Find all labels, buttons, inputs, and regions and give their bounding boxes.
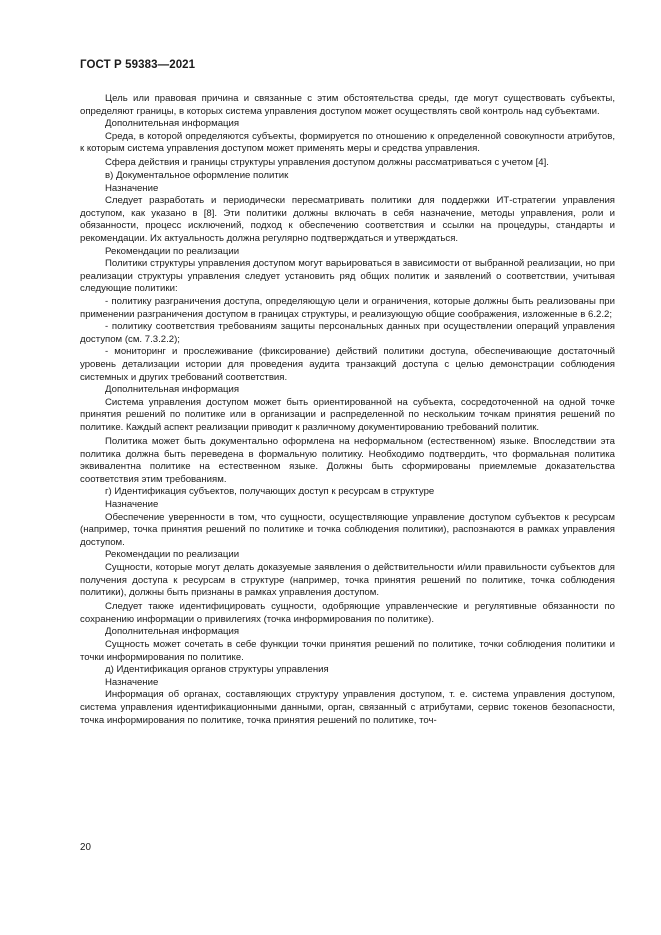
section-label: Дополнительная информация [105, 626, 240, 638]
paragraph: Политика может быть документально оформлена на неформальном (естественном) языке. Впоследствии эта политика должна быть переведена в формальную политику. Необходимо подтвердить, что формальная политика эквивалентна политике на естественном языке. Должны быть сформированы приемлемые доказательства соответствия этим требованиям. [80, 436, 615, 485]
paragraph: Политики структуры управления доступом могут варьироваться в зависимости от выбранной реализации, но при реализации структуры управления следует установить ряд общих политик и заявлений о соответствии, учитывая следующие политики: [80, 258, 615, 295]
paragraph: Обеспечение уверенности в том, что сущности, осуществляющие управление доступом субъектов к ресурсам (например, точка принятия решений по политике и точка соблюдения политики), распознаются в рамках управления доступом. [80, 511, 615, 548]
paragraph: Система управления доступом может быть ориентированной на субъекта, сосредоточенной на одной точке принятия решений по политике или в организации и распределенной по нескольким точкам принятия решений по политике. Каждый аспект реализации приводит к различному документированию требований политик. [80, 396, 615, 433]
section-label: Назначение [105, 499, 159, 510]
paragraph: Информация об органах, составляющих структуру управления доступом, т. е. система управления доступом, система управления идентификационными данными, орган, связанный с атрибутами, сервис токенов безопасности, точка информирования по политике, точка принятия решений по политике, точ- [80, 689, 615, 726]
item-heading: д) Идентификация органов структуры управления [105, 664, 329, 676]
document-body [80, 93, 615, 727]
section-label: Назначение [105, 676, 159, 688]
item-heading: в) Документальное оформление политик [105, 170, 289, 182]
paragraph: Сущности, которые могут делать доказуемые заявления о действительности и/или правильности субъектов для получения доступа к ресурсам в структуре (например, точка принятия решений по политике, точка соблюдения политики), должны быть признаны в рамках управления доступом. [80, 561, 615, 599]
paragraph: Сфера действия и границы структуры управления доступом должны рассматриваться с учетом [4]. [105, 157, 549, 169]
paragraph: Следует разработать и периодически пересматривать политики для поддержки ИТ-стратегии управления доступом, как указано в [8]. Эти политики должны включать в себя назначение, методы управления, роли и обязанности, процесс исключений, подход к обеспечению соответствия и ссылки на процедуры, стандарты и рекомендации. Их актуальность должна регулярно подтверждаться и утверждаться. [80, 195, 615, 245]
list-item: - политику разграничения доступа, определяющую цели и ограничения, которые должны быть реализованы при применении разграничения доступом в границах структуры, и реализующую общие соображения, изложенные в 6.2.2; [80, 296, 615, 320]
section-label: Рекомендации по реализации [105, 549, 240, 561]
paragraph: Среда, в которой определяются субъекты, формируется по отношению к определенной совокупности атрибутов, к которым система управления доступом может применять меры и средства управления. [80, 130, 615, 155]
list-item: - политику соответствия требованиям защиты персональных данных при осуществлении операций управления доступом (см. 7.3.2.2); [80, 321, 615, 345]
section-label: Назначение [105, 182, 159, 194]
paragraph: Цель или правовая причина и связанные с этим обстоятельства среды, где могут существовать субъекты, определяют границы, в которых система управления доступом может осуществлять свой контроль над субъектами. [80, 93, 615, 117]
paragraph: Сущность может сочетать в себе функции точки принятия решений по политике, точки соблюдения политики и точки информирования по политике. [80, 639, 615, 663]
item-heading: г) Идентификация субъектов, получающих доступ к ресурсам в структуре [105, 486, 435, 498]
page-number: 20 [80, 842, 91, 853]
section-label: Дополнительная информация [105, 384, 240, 396]
section-label: Дополнительная информация [105, 118, 240, 130]
paragraph: Следует также идентифицировать сущности, одобряющие управленческие и регулятивные обязанности по сохранению информации о привилегиях (точка информирования по политике). [80, 601, 615, 625]
section-label: Рекомендации по реализации [105, 245, 240, 257]
document-header: ГОСТ Р 59383—2021 [80, 59, 196, 71]
list-item: - мониторинг и прослеживание (фиксирование) действий политики доступа, обеспечивающие достаточный уровень детализации истории для проведения аудита транзакций доступа с целью демонстрации соблюдения системных и других требований соответствия. [80, 346, 615, 383]
